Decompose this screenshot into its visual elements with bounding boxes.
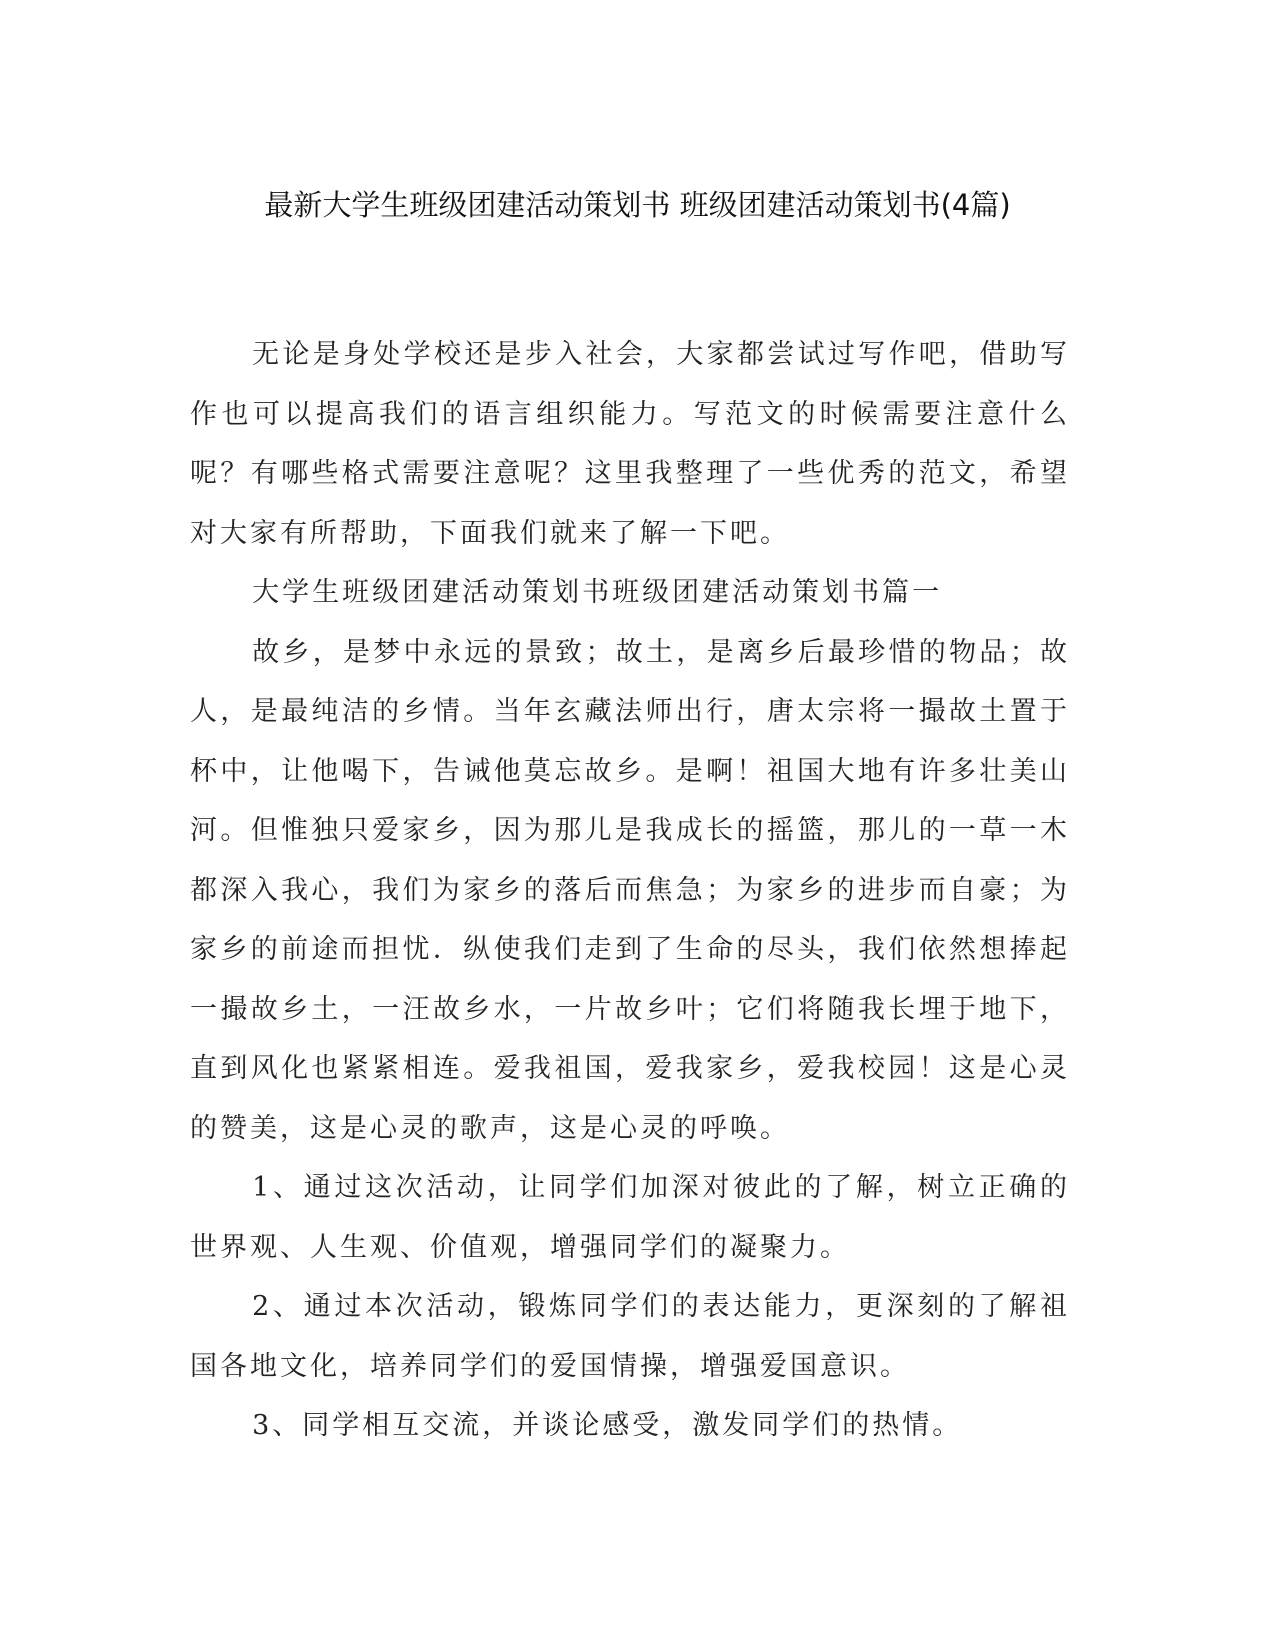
document-body	[190, 325, 1070, 1456]
goal-item-3: 3、同学相互交流，并谈论感受，激发同学们的热情。	[252, 1410, 963, 1441]
goal-item-1: 1、通过这次活动，让同学们加深对彼此的了解，树立正确的世界观、人生观、价值观，增强同学们的凝聚力。	[190, 1172, 1070, 1263]
goal-item-2: 2、通过本次活动，锻炼同学们的表达能力，更深刻的了解祖国各地文化，培养同学们的爱国情操，增强爱国意识。	[190, 1291, 1070, 1382]
document-title: 最新大学生班级团建活动策划书 班级团建活动策划书(4篇)	[264, 188, 1011, 222]
hometown-paragraph: 故乡，是梦中永远的景致；故土，是离乡后最珍惜的物品；故人，是最纯洁的乡情。当年玄藏法师出行，唐太宗将一撮故土置于杯中，让他喝下，告诫他莫忘故乡。是啊！祖国大地有许多壮美山河。但惟独只爱家乡，因为那儿是我成长的摇篮，那儿的一草一木都深入我心，我们为家乡的落后而焦急；为家乡的进步而自豪；为家乡的前途而担忧．纵使我们走到了生命的尽头，我们依然想捧起一撮故乡土，一汪故乡水，一片故乡叶；它们将随我长埋于地下，直到风化也紧紧相连。爱我祖国，爱我家乡，爱我校园！这是心灵的赞美，这是心灵的歌声，这是心灵的呼唤。	[190, 636, 1070, 1144]
section-heading: 大学生班级团建活动策划书班级团建活动策划书篇一	[252, 577, 943, 608]
intro-paragraph: 无论是身处学校还是步入社会，大家都尝试过写作吧，借助写作也可以提高我们的语言组织能力。写范文的时候需要注意什么呢？有哪些格式需要注意呢？这里我整理了一些优秀的范文，希望对大家有所帮助，下面我们就来了解一下吧。	[190, 339, 1070, 549]
